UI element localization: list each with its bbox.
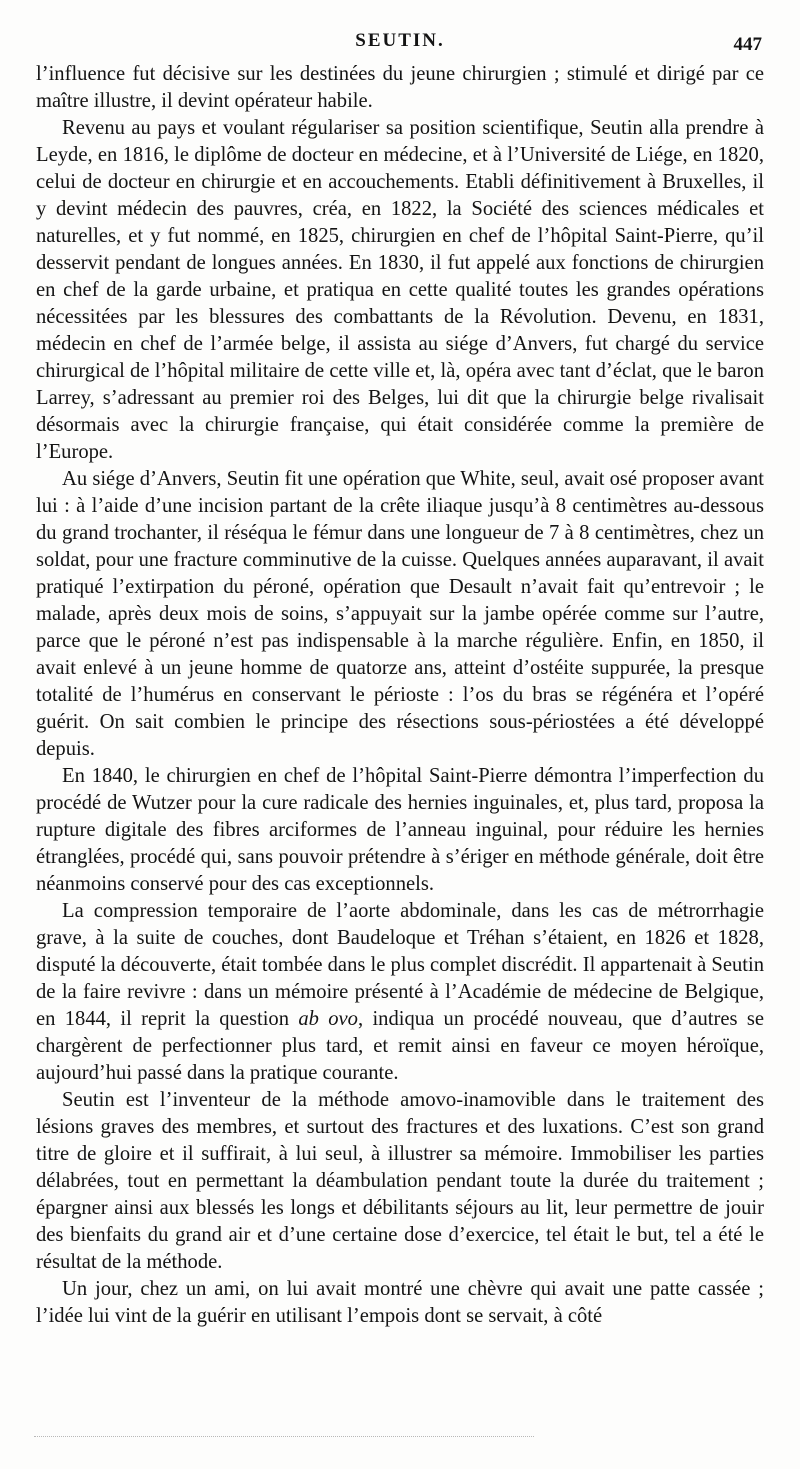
paragraph-hernia: En 1840, le chirurgien en chef de l’hôpital Saint-Pierre démontra l’imperfection du procédé de Wutzer pour la cure radicale des hernies inguinales, et, plus tard, proposa la rupture digitale des fibres arciformes de l’anneau inguinal, pour réduire les hernies étranglées, procédé qui, sans pouvoir prétendre à s’ériger en méthode générale, doit être néanmoins conservé pour des cas exceptionnels. bbox=[36, 765, 764, 895]
paragraph-aorta-text-before: La compression temporaire de l’aorte abdominale, dans les cas de métrorrhagie grave, à la suite de couches, dont Baudeloque et Tréhan s’étaient, en 1826 et 1828, disputé la découverte, était tombée dans le plus complet discrédit. Il appartenait à Seutin de la faire revivre : dans un mémoire présenté à l’Académie de médecine de Belgique, en 1844, il reprit la question bbox=[36, 900, 764, 1030]
page-number: 447 bbox=[733, 34, 762, 55]
footer-rule bbox=[34, 1436, 534, 1437]
paragraph-aorta-text-after: , indiqua un procédé nouveau, que d’autres se chargèrent de perfectionner plus tard, et remit ainsi en faveur ce moyen héroïque, aujourd’hui passé dans la pratique courante. bbox=[36, 1008, 764, 1084]
paragraph-career: Revenu au pays et voulant régulariser sa position scientifique, Seutin alla prendre à Leyde, en 1816, le diplôme de docteur en médecine, et à l’Université de Liége, en 1820, celui de docteur en chirurgie et en accouchements. Etabli définitivement à Bruxelles, il y devint médecin des pauvres, créa, en 1822, la Société des sciences médicales et naturelles, et y fut nommé, en 1825, chirurgien en chef de l’hôpital Saint-Pierre, qu’il desservit pendant de longues années. En 1830, il fut appelé aux fonctions de chirurgien en chef de la garde urbaine, et pratiqua en cette qualité toutes les grandes opérations nécessitées par les blessures des combattants de la Révolution. Devenu, en 1831, médecin en chef de l’armée belge, il assista au siége d’Anvers, fut chargé du service chirurgical de l’hôpital militaire de cette ville et, là, opéra avec tant d’éclat, que le baron Larrey, s’adressant au premier roi des Belges, lui dit que la chirurgie belge rivalisait désormais avec la chirurgie française, qui était considérée comme la première de l’Europe. bbox=[36, 117, 764, 463]
page-header bbox=[36, 30, 764, 56]
ab-ovo-emphasis: ab ovo bbox=[298, 1008, 358, 1030]
body-text bbox=[36, 61, 764, 1330]
running-head: SEUTIN. bbox=[355, 30, 445, 51]
paragraph-aorta-compression bbox=[36, 898, 764, 1087]
paragraph-continued: l’influence fut décisive sur les destinées du jeune chirurgien ; stimulé et dirigé par ce maître illustre, il devint opérateur habile. bbox=[36, 63, 764, 112]
paragraph-antwerp-siege: Au siége d’Anvers, Seutin fit une opération que White, seul, avait osé proposer avant lui : à l’aide d’une incision partant de la crête iliaque jusqu’à 8 centimètres au-dessous du grand trochanter, il réséqua le fémur dans une longueur de 7 à 8 centimètres, chez un soldat, pour une fracture comminutive de la cuisse. Quelques années auparavant, il avait pratiqué l’extirpation du péroné, opération que Desault n’avait fait qu’entrevoir ; le malade, après deux mois de soins, s’appuyait sur la jambe opérée comme sur l’autre, parce que le péroné n’est pas indispensable à la marche régulière. Enfin, en 1850, il avait enlevé à un jeune homme de quatorze ans, atteint d’ostéite suppurée, la presque totalité de l’humérus en conservant le périoste : l’os du bras se régénéra et l’opéré guérit. On sait combien le principe des résections sous-périostées a été développé depuis. bbox=[36, 468, 764, 760]
paragraph-goat-anecdote: Un jour, chez un ami, on lui avait montré une chèvre qui avait une patte cassée ; l’idée lui vint de la guérir en utilisant l’empois dont se servait, à côté bbox=[36, 1278, 764, 1327]
paragraph-amovo-inamovible: Seutin est l’inventeur de la méthode amovo-inamovible dans le traitement des lésions graves des membres, et surtout des fractures et des luxations. C’est son grand titre de gloire et il suffirait, à lui seul, à illustrer sa mémoire. Immobiliser les parties délabrées, tout en permettant la déambulation pendant toute la durée du traitement ; épargner ainsi aux blessés les longs et débilitants séjours au lit, leur permettre de jouir des bienfaits du grand air et d’une certaine dose d’exercice, tel était le but, tel a été le résultat de la méthode. bbox=[36, 1089, 764, 1273]
